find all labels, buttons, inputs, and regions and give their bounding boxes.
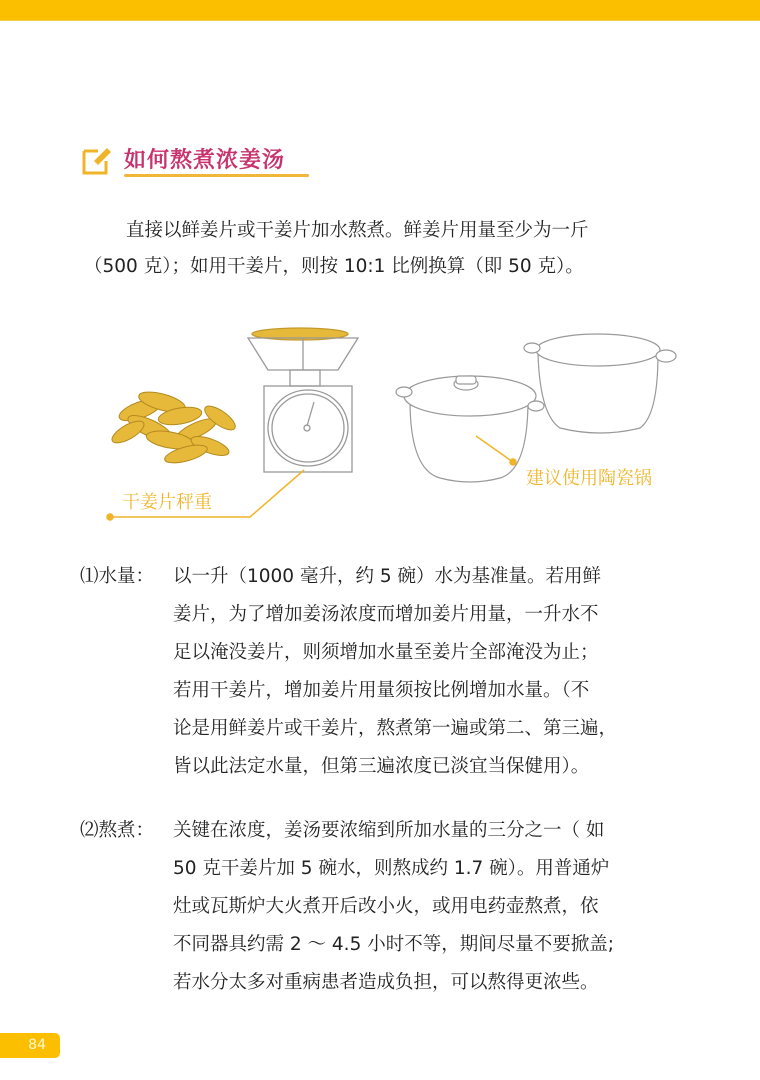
title-underline bbox=[124, 174, 309, 177]
intro-line: 直接以鲜姜片或干姜片加水熬煮。鲜姜片用量至少为一斤 bbox=[126, 220, 589, 241]
item-line: 皆以此法定水量，但第三遍浓度已淡宜当保健用）。 bbox=[173, 756, 590, 777]
item-line: 不同器具约需 2 ～ 4.5 小时不等，期间尽量不要掀盖; bbox=[173, 934, 614, 955]
item-line: 若水分太多对重病患者造成负担，可以熬得更浓些。 bbox=[173, 972, 599, 993]
intro-line: （500 克）；如用干姜片，则按 10:1 比例换算（即 50 克）。 bbox=[84, 256, 584, 277]
page-number: 84 bbox=[0, 1033, 60, 1058]
pencil-edit-icon bbox=[80, 143, 114, 177]
item-line: 足以淹没姜片，则须增加水量至姜片全部淹没为止； bbox=[173, 642, 599, 663]
item-line: 论是用鲜姜片或干姜片，熬煮第一遍或第二、第三遍， bbox=[173, 718, 618, 739]
illustration bbox=[100, 320, 700, 530]
item-line: 若用干姜片，增加姜片用量须按比例增加水量。（不 bbox=[173, 680, 590, 701]
item-line: 姜片，为了增加姜汤浓度而增加姜片用量，一升水不 bbox=[173, 604, 599, 625]
intro-paragraph bbox=[84, 213, 694, 285]
kitchen-scale-icon bbox=[248, 328, 358, 472]
item-label: ⑴水量： bbox=[80, 566, 155, 587]
item-line: 以一升（1000 毫升，约 5 碗）水为基准量。若用鲜 bbox=[173, 566, 601, 587]
caption-weigh-ginger: 干姜片秤重 bbox=[122, 492, 212, 513]
item-line: 50 克干姜片加 5 碗水，则熬成约 1.7 碗）。用普通炉 bbox=[173, 858, 610, 879]
item-label: ⑵熬煮： bbox=[80, 820, 155, 841]
ceramic-pot-icon bbox=[396, 334, 676, 482]
item-line: 灶或瓦斯炉大火煮开后改小火，或用电药壶熬煮，依 bbox=[173, 896, 599, 917]
item-line: 关键在浓度，姜汤要浓缩到所加水量的三分之一（ 如 bbox=[173, 820, 605, 841]
section-title: 如何熬煮浓姜汤 bbox=[124, 147, 286, 173]
list-item-water bbox=[80, 558, 700, 786]
list-item-boiling bbox=[80, 812, 700, 1002]
dried-ginger-slices-icon bbox=[109, 388, 239, 466]
top-color-band bbox=[0, 0, 760, 21]
caption-ceramic-pot: 建议使用陶瓷锅 bbox=[526, 468, 652, 489]
